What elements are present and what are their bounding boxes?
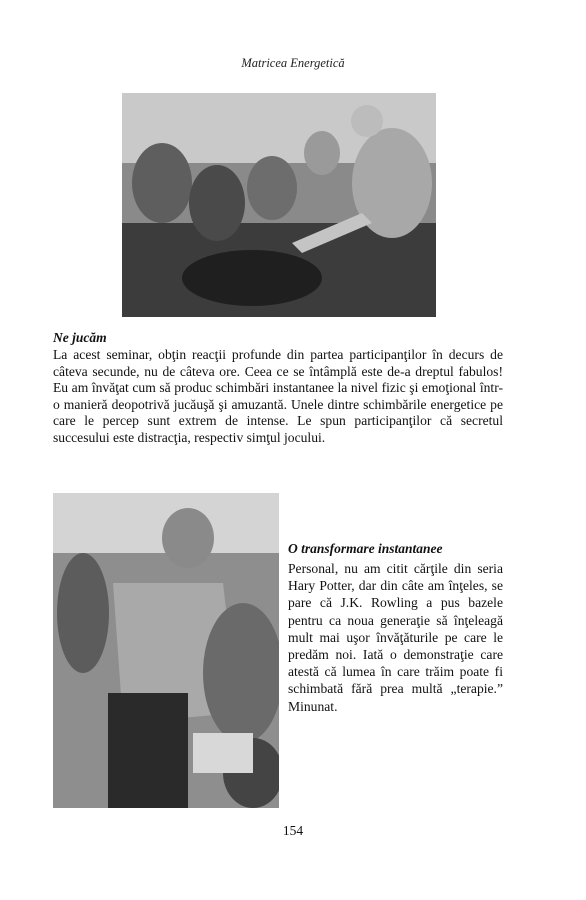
section-title-transformare: O transformare instantanee bbox=[288, 541, 443, 556]
seminar-photo-bottom bbox=[53, 493, 279, 808]
section-paragraph-transformare: Personal, nu am citit cărţile din seria Hary Potter, dar din câte am înţeles, se pare că J.K. Rowling a pus bazele pentru ca noua generaţie să înţeleagă mult mai uşor învăţăturile pe care le predăm noi. Iată o demonstraţie care atestă că lumea în care trăim poate fi schimbată fără prea multă „terapie.” Minunat. bbox=[288, 561, 503, 714]
running-header: Matricea Energetică bbox=[241, 56, 345, 70]
seminar-photo-top bbox=[122, 93, 436, 317]
section-title-ne-jucam: Ne jucăm bbox=[53, 330, 107, 345]
section-paragraph-ne-jucam: La acest seminar, obţin reacţii profunde din partea participanţilor în decurs de câteva secunde, nu de câteva ore. Ceea ce se întâmplă este de-a dreptul fabulos! Eu am învăţat cum să produc schimbări instantanee la nivel fizic şi emoţional într-o manieră deopotrivă jucăuşă şi amuzantă. Unele dintre schimbările energetice pe care le percep sunt extrem de intense. Le spun participanţilor că secretul succesului este distracţia, respectiv simţul jocului. bbox=[53, 347, 503, 445]
page-number: 154 bbox=[282, 823, 304, 838]
